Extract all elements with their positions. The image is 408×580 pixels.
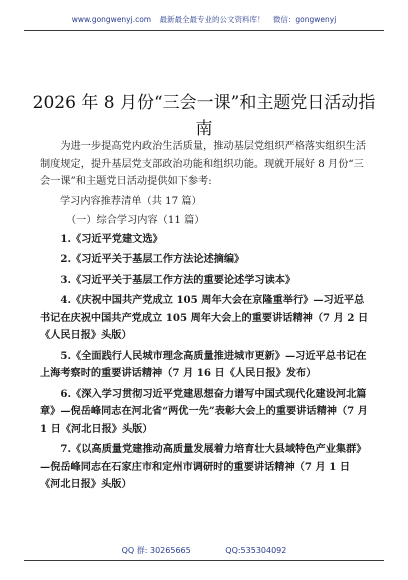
page-header <box>0 14 408 25</box>
header-divider <box>24 30 384 31</box>
footer-qq: QQ:535304092 <box>225 546 287 555</box>
document-body <box>40 138 370 497</box>
list-item-2: 2.《习近平关于基层工作方法论述摘编》 <box>60 253 245 265</box>
header-slogan: 最新最全最专业的公文资料库！ <box>159 15 265 24</box>
list-item-3: 3.《习近平关于基层工作方法的重要论述学习读本》 <box>60 273 296 286</box>
intro-paragraph: 为进一步提高党内政治生活质量，推动基层党组织严格落实组织生活制度规定，提升基层党支部政治功能和组织功能。现就开展好 8 月份“三会一课”和主题党日活动提供如下参考: <box>40 141 367 187</box>
list-item-4: 4.《庆祝中国共产党成立 105 周年大会在京隆重举行》—习近平总书记在庆祝中国共产党成立 105 周年大会上的重要讲话精神（7 月 2 日《人民日报》头版） <box>40 294 369 341</box>
footer-divider <box>24 560 384 561</box>
list-item-1: 1.《习近平党建文选》 <box>60 232 163 245</box>
header-url[interactable]: www.gongwenyj.com <box>71 15 152 24</box>
list-heading: 学习内容推荐清单（共 17 篇） <box>60 195 202 207</box>
footer-qq-group: QQ 群: 30265665 <box>121 546 191 555</box>
document-title: 2026 年 8 月份“三会一课”和主题党日活动指南 <box>32 93 376 139</box>
list-item-6: 6.《深入学习贯彻习近平党建思想奋力谱写中国式现代化建设河北篇章》—倪岳峰同志在河北省“两优一先”表彰大会上的重要讲话精神（7 月 1 日《河北日报》头版） <box>40 387 368 435</box>
list-item-7: 7.《以高质量党建推动高质量发展着力培育壮大县域特色产业集群》—倪岳峰同志在石家庄市和定州市调研时的重要讲话精神（7 月 1 日《河北日报》头版） <box>40 443 367 490</box>
list-item-5: 5.《全面践行人民城市理念高质量推进城市更新》—习近平总书记在上海考察时的重要讲话精神（7 月 16 日《人民日报》发布） <box>40 349 367 379</box>
page-footer <box>0 545 408 556</box>
header-wechat: 微信：gongwenyj <box>272 15 337 24</box>
section-heading: （一）综合学习内容（11 篇） <box>66 214 205 226</box>
